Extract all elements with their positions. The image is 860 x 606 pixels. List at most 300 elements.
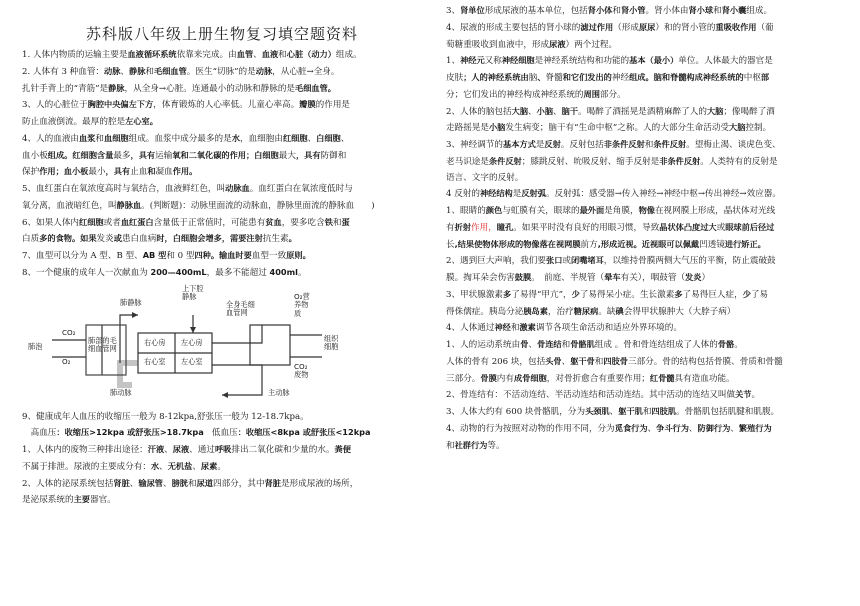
answer-text: 少 [571, 288, 580, 299]
body-text: 会得甲状腺肿大（大脖子病） [623, 306, 736, 317]
body-text: 。人类特有的反射是 [700, 156, 778, 167]
body-text: 和 [510, 323, 520, 334]
para [22, 216, 422, 231]
body-text: 、 [253, 50, 262, 60]
answer-text: AB 型 [142, 250, 167, 260]
body-text: 四部分，其中 [212, 478, 265, 489]
body-text: 控制。 [745, 123, 772, 134]
answer-text: 和它们发出的 [562, 72, 612, 82]
body-text: 具有造血功能。 [674, 373, 735, 384]
body-text: 保护 [22, 167, 40, 178]
body-text: 3、甲状腺激素 [446, 289, 504, 300]
body-text: 走路摇晃是 [446, 123, 489, 134]
answer-text: 红细胞 [79, 216, 104, 227]
body-text: 运输 [155, 150, 173, 161]
body-text: 。肾小体由 [645, 6, 689, 16]
answer-text: 肾脏 [113, 477, 130, 488]
label-pulmonary-vein: 肺静脉 [120, 297, 142, 307]
body-text: 组成。 [335, 50, 362, 60]
answer-text: 四肢肌 [651, 406, 677, 416]
label-waste: CO₂ 废物 [294, 361, 309, 380]
body-text: 、 [688, 423, 698, 434]
answer-text: 条件反射 [653, 139, 687, 149]
answer-text: 骨 [520, 339, 529, 349]
answer-text: 。 [288, 233, 297, 244]
answer-text: 蛋 [341, 216, 350, 227]
label-tissue-cells: 组织 细胞 [324, 333, 339, 352]
answer-text: 肾小体 [587, 5, 613, 15]
body-text: 4 反射的 [446, 189, 480, 200]
answer-text: 200—400mL [150, 266, 207, 277]
answer-text: 觅食行为 [614, 422, 648, 433]
answer-text: 反射 [544, 139, 561, 149]
label-aorta: 主动脉 [268, 387, 290, 397]
answer-text: 400ml [269, 266, 298, 277]
body-text: 、 [730, 423, 739, 434]
body-text: 老马识途是 [446, 156, 489, 167]
para [22, 98, 422, 113]
answer-text: 神经细胞 [501, 55, 535, 66]
answer-text: 防御行为 [697, 422, 731, 433]
label-pulmonary-artery: 肺动脉 [110, 387, 132, 397]
answer-text: 原则。 [286, 250, 311, 260]
body-text: 2、遇到巨大声响，我们要 [446, 256, 546, 267]
answer-text: 眼球前后径过 [725, 221, 775, 232]
para [22, 493, 422, 508]
body-text: 发炎 [96, 234, 114, 245]
body-text: 血型一致 [251, 251, 287, 261]
body-text: ，从全身→心脏。连通最小的动脉和静脉的是 [124, 83, 296, 94]
answer-text: 和 [147, 166, 156, 177]
body-text: 排出二氧化碳和少量的水。 [231, 445, 335, 455]
para [446, 21, 846, 36]
body-text: 4、动物的行为按照对动物的作用不同，分为 [446, 423, 615, 434]
label-body-capillary: 全身毛细 血管网 [226, 299, 255, 318]
body-text: 长 [446, 239, 455, 250]
body-text: 。喝醉了酒摇晃是酒精麻醉了人的 [578, 106, 707, 117]
answer-text: 组成。脑和脊髓构成神经系统的 [629, 72, 744, 82]
left-column [22, 0, 422, 510]
body-text: 组成。血浆中成分最多的是 [128, 133, 232, 144]
answer-text: 张口 [546, 255, 563, 266]
body-text: 是泌尿系统的 [22, 495, 74, 506]
body-text: 是神经系统结构和功能的 [534, 56, 630, 67]
answer-text: 骨骼肌 [570, 339, 595, 349]
body-text: 。反射弧：感受器→传入神经→神经中枢→传出神经→效应器。 [545, 189, 781, 200]
body-text: 1、人体内的废物三种排出途径： [22, 445, 148, 455]
answer-text: 小脑 [488, 122, 506, 133]
answer-text: ，具有 [130, 149, 156, 160]
para [446, 271, 846, 286]
body-text: 或 [562, 256, 571, 267]
body-text: 、 [609, 407, 619, 417]
body-text: 依靠来完成。由 [176, 50, 237, 60]
para [22, 48, 422, 63]
para [22, 65, 422, 80]
para [446, 38, 846, 53]
label-upper-vein: 上下腔 静脉 [182, 283, 204, 302]
answer-text: 神经结构 [479, 188, 513, 199]
body-text: 、 [340, 133, 350, 144]
body-text: ，从心脏→全身。 [272, 66, 340, 77]
body-text: 凝血 [155, 167, 173, 178]
answer-text: 争斗行为 [656, 422, 689, 433]
answer-text: 周围 [583, 88, 600, 99]
answer-text: 贫血 [265, 216, 282, 227]
body-text: 7、血型可以分为 A 型、B 型、 [22, 251, 143, 261]
body-text: 4、人体通过 [446, 323, 495, 334]
body-text: （葡 [756, 22, 774, 33]
answer-text: 毛细血管 [154, 65, 187, 76]
body-text: 3、神经调节的 [446, 140, 504, 150]
body-text: （形成 [613, 22, 639, 33]
answer-text: 基本方式 [503, 139, 536, 149]
label-alveoli: 肺泡 [28, 341, 43, 351]
body-text: 和 [95, 133, 105, 144]
body-text: 、 [647, 423, 657, 434]
para [446, 355, 846, 370]
body-text: 或者 [103, 217, 121, 228]
answer-text: 重吸收作用 [715, 21, 757, 32]
answer-text: 多 [674, 288, 683, 299]
answer-text: 躯干肌 [618, 406, 643, 416]
body-text: 组成 。骨和骨连结组成了人体的 [594, 340, 718, 350]
body-text: 组成。 [746, 6, 773, 16]
body-text: 1、人的运动系统由 [446, 340, 521, 350]
body-text: 中枢 [743, 73, 761, 83]
answer-text: 呼吸 [214, 444, 232, 454]
para [446, 172, 846, 186]
body-text: 凹透镜 [699, 239, 725, 250]
answer-text: 糖尿病 [573, 305, 599, 316]
body-text: 和 [594, 356, 604, 367]
para [446, 254, 846, 269]
para [446, 71, 846, 86]
answer-text: 肾小球 [688, 5, 714, 15]
body-text: 2、人体的泌尿系统包括 [22, 478, 114, 489]
answer-text: ，具有 [295, 149, 321, 160]
body-text: 白质 [22, 234, 40, 245]
body-text: 、 [159, 461, 168, 472]
answer-text: 原尿 [638, 21, 656, 32]
body-text: 血小板 [22, 150, 48, 161]
body-text: 和 [642, 407, 652, 417]
para [22, 443, 422, 458]
answer-text: 非条件反射 [659, 155, 701, 166]
body-text: 了易得“甲亢”， [511, 289, 572, 300]
body-text: 语言、文字的反射。 [446, 172, 524, 183]
body-text: 、 [528, 340, 538, 350]
body-text: ，最多不能超过 [206, 267, 270, 278]
para [446, 405, 846, 420]
body-text: 、 [129, 478, 139, 489]
answer-text: 多的食物。如果 [39, 233, 97, 244]
body-text: ，体育锻炼的人心率低。儿童心率高。 [153, 100, 300, 111]
body-text: 。(判断题)：动脉里面流的动脉血，静脉里面流的静脉血 ) [141, 200, 375, 211]
body-text: 和 [145, 66, 155, 77]
answer-text: 非条件反射 [603, 139, 645, 149]
body-text: 2、骨连结有：不活动连结、半活动连结和活动连结。其中活动的连结又叫做 [446, 390, 736, 401]
answer-text: 条件反射 [488, 155, 522, 166]
body-text: 最多 [113, 150, 131, 161]
body-text: 又称 [484, 56, 502, 67]
answer-text: 胰岛素 [523, 305, 548, 316]
body-text: 4、尿液的形成主要包括的肾小球的 [446, 22, 581, 33]
answer-text: 红细胞 [282, 132, 308, 143]
answer-text: 毛细血管。 [295, 82, 336, 93]
body-text: 或 [716, 222, 726, 233]
answer-text: ，具有 [105, 166, 131, 177]
answer-text: 动脉 [104, 65, 121, 76]
answer-text: 神经元 [460, 55, 485, 66]
body-text: ，治疗 [547, 306, 574, 317]
answer-text: 尿液 [172, 444, 190, 454]
para [446, 54, 846, 69]
para [446, 305, 846, 320]
answer-text: 关节 [735, 389, 752, 400]
para [446, 321, 846, 336]
circulation-diagram [22, 285, 422, 405]
body-text: 6、如果人体内 [22, 217, 80, 228]
body-text: 调节各项生命活动和适应外界环境的。 [535, 323, 682, 334]
answer-text: 肾脏 [264, 477, 281, 488]
para [22, 426, 422, 441]
answer-text: 大脑 [511, 105, 529, 116]
body-text: 1. 人体内物质的运输主要是 [22, 50, 128, 60]
body-text: 的作用是 [315, 100, 351, 111]
body-text: 等。 [487, 440, 505, 451]
answer-text: 铁 [324, 216, 333, 227]
body-text: 三部分。 [446, 373, 481, 384]
label-co2: CO₂ [62, 327, 76, 337]
right-column [446, 4, 846, 455]
label-pulmonary-capillary: 肺部的毛 细血管网 [88, 335, 117, 354]
body-text: 1、眼睛的 [446, 206, 486, 216]
body-text: 止血 [130, 167, 148, 178]
body-text: 分；它们发出的神经构成神经系统的 [446, 89, 584, 100]
answer-text: 时，白细胞会增多，需要注射 [156, 233, 263, 244]
body-text: 抗生素 [262, 234, 289, 245]
answer-text: 大脑 [706, 105, 724, 116]
answer-text: 肾单位 [460, 5, 485, 15]
label-right-ventricle: 右心室 [144, 356, 166, 366]
body-text: 前方 [580, 239, 598, 250]
answer-text: 血液 [261, 49, 279, 59]
body-text: 脊髓 [545, 73, 563, 83]
body-text: 是 [512, 189, 522, 200]
answer-text: 物像 [638, 205, 655, 215]
body-text: 。骨骼肌包括肌腱和肌腹。 [676, 407, 780, 417]
answer-text: 胸腔中央偏左下方 [87, 99, 154, 110]
body-text: 器官。 [89, 495, 116, 506]
answer-text: 动脉 [255, 65, 273, 76]
body-text: 在视网膜上形成，晶状体对光线 [654, 206, 776, 216]
body-text: 。 [734, 340, 743, 350]
answer-text: 水 [150, 460, 160, 471]
answer-text: 颜色 [485, 205, 503, 215]
para [446, 338, 846, 353]
body-text: 低血压 [211, 428, 238, 439]
body-text: ，要多吃含 [281, 217, 325, 228]
body-text: 皮肤 [446, 73, 464, 83]
body-text: 膜。掏耳朵会伤害 [446, 273, 515, 283]
body-text: 、 [561, 356, 571, 367]
answer-text: 基本（最小） [629, 55, 679, 66]
body-text: 、 [307, 133, 317, 144]
answer-text: 繁殖行为 [738, 422, 772, 433]
para [22, 199, 422, 214]
para [446, 388, 846, 403]
answer-text: 社群行为 [454, 439, 488, 450]
body-text: 有关），咽鼓管（ [620, 273, 686, 283]
body-text: ，对骨折愈合有重要作用； [546, 373, 650, 384]
label-nutrients: O₂营 养物 质 [294, 291, 310, 318]
label-o2: O₂ [62, 356, 71, 366]
answer-text: 尿道 [196, 477, 213, 488]
body-text: ） [701, 273, 711, 283]
body-text: 和 [446, 440, 455, 451]
answer-text: 大脑 [729, 122, 746, 133]
answer-text: 激素 [519, 322, 536, 333]
answer-text: 骨膜 [480, 372, 497, 383]
body-text: 、 [528, 106, 537, 117]
answer-text: 闭嘴堵耳 [571, 255, 604, 266]
para [22, 165, 422, 180]
body-text: 最小 [88, 167, 106, 178]
answer-text: 肾小囊 [721, 5, 747, 15]
body-text: 3、人体大约有 600 块骨骼肌，分为 [446, 407, 586, 417]
answer-text: 静脉 [108, 82, 125, 93]
answer-text: 晕车 [604, 272, 621, 282]
body-text: 和 [332, 217, 342, 228]
body-text: ；像喝醉了酒 [723, 106, 775, 117]
answer-text: 鼓膜 [514, 272, 532, 282]
body-text: 作用， [471, 222, 497, 233]
body-text: 。缺 [598, 306, 616, 317]
answer-text: 瓣膜 [299, 99, 316, 110]
answer-text: 多 [503, 288, 512, 299]
answer-text: 动脉血 [225, 183, 250, 193]
answer-text: ：收缩压>12kpa 或舒张压>18.7kpa [56, 427, 212, 438]
page-title: 苏科版八年级上册生物复习填空题资料 [85, 25, 358, 43]
body-text: 发生病变；脑干有“生命中枢”之称。人的大部分生命活动受 [505, 123, 730, 134]
answer-text: 发炎 [685, 272, 702, 282]
answer-text: 血红蛋白 [120, 216, 154, 227]
body-text: 萄糖重吸收到血液中，形成 [446, 39, 550, 50]
answer-text: 滤过作用 [580, 21, 614, 32]
body-text: 人体的骨有 206 块，包括 [446, 356, 546, 367]
para [22, 266, 422, 281]
answer-text: 左心室。 [125, 116, 158, 126]
answer-text: 血管 [236, 49, 254, 59]
body-text: 得侏儒症。胰岛分泌 [446, 306, 524, 317]
body-text: 4、人的血液由 [22, 133, 80, 144]
answer-text: 头颈肌 [585, 406, 610, 416]
answer-text: 神经 [494, 322, 511, 333]
body-text: 。血红蛋白在氧浓度低时与 [249, 184, 353, 194]
para [446, 238, 846, 253]
answer-text: 四种。输血时要 [194, 250, 252, 260]
para [446, 155, 846, 170]
answer-text: ：收缩压<8kpa 或舒张压<12kpa [237, 427, 371, 438]
answer-text: 最外面 [579, 205, 605, 215]
para [22, 411, 422, 425]
answer-text: 红骨髓 [649, 372, 675, 383]
answer-text: 膀胱 [171, 477, 188, 488]
answer-text: 肾小管 [620, 5, 646, 15]
answer-text: 、 [537, 72, 546, 82]
para [22, 249, 422, 264]
body-text: 。 [297, 267, 307, 278]
body-text: 2. 人体有 3 种血管： [22, 66, 105, 77]
body-text: 与虹膜有关，眼球的 [502, 206, 580, 216]
body-text: 和 [187, 478, 197, 489]
body-text: 了易得巨人症， [682, 289, 743, 300]
answer-text: 白细胞 [316, 132, 341, 143]
body-text: 、 [192, 461, 201, 472]
para [22, 149, 422, 164]
body-text: 和 [713, 6, 722, 16]
answer-text: 少 [742, 288, 751, 299]
body-text: 、 [553, 106, 562, 117]
answer-text: 躯干骨 [570, 355, 595, 366]
answer-text: ,形成近视。近视眼可以佩戴 [597, 238, 700, 249]
para [446, 105, 846, 120]
para [22, 82, 422, 97]
body-text: 8、一个健康的成年人一次献血为 [22, 267, 151, 278]
answer-text: 组成。红细胞含量 [47, 149, 114, 160]
answer-text: 无机盐 [167, 460, 193, 471]
answer-text: 脑干 [561, 105, 579, 116]
answer-text: 输尿管 [138, 477, 163, 488]
answer-text: ,结果使物体形成的物像落在视网膜 [454, 238, 581, 249]
para [446, 4, 846, 19]
para [446, 187, 846, 202]
answer-text: 血细胞 [104, 132, 129, 143]
answer-text: 头骨 [545, 355, 562, 366]
body-text: 、通过 [189, 445, 215, 455]
answer-text: 或 [113, 233, 122, 244]
answer-text: 尿素 [200, 460, 218, 471]
body-text: 内有 [496, 373, 514, 384]
body-text: 。 前庭、半规管（ [531, 273, 605, 283]
answer-text: 四肢骨 [603, 355, 628, 366]
answer-text: 氧和二氧化碳的作用；白细胞 [172, 149, 279, 160]
body-text: 部分。 [599, 89, 626, 100]
answer-text: 瞳孔 [496, 221, 514, 232]
body-text: 三部分。骨的结构包括骨膜、骨质和骨髓 [627, 356, 783, 367]
answer-text: 进行矫正。 [724, 238, 766, 249]
body-text: 神经 [611, 73, 630, 83]
body-text: 脑 [528, 73, 538, 83]
body-text: 3、 [446, 6, 461, 16]
body-text: 、 [162, 478, 172, 489]
answer-text: 折射 [454, 221, 471, 232]
body-text: ；膝跳反射、吮吸反射、缩手反射是 [521, 156, 660, 167]
answer-text: 尿液 [549, 38, 566, 49]
body-text: 3、人的心脏位于 [22, 100, 88, 111]
body-text: 、 [120, 66, 130, 77]
para [22, 182, 422, 197]
body-text: 。 [751, 390, 761, 401]
answer-text: 成骨细胞 [513, 372, 547, 383]
body-text: 和 [612, 6, 621, 16]
body-text: 最大 [278, 150, 296, 161]
para [446, 121, 846, 136]
answer-text: 静脉血 [116, 199, 142, 210]
body-text: 和 0 型 [166, 251, 195, 261]
para [446, 422, 846, 437]
